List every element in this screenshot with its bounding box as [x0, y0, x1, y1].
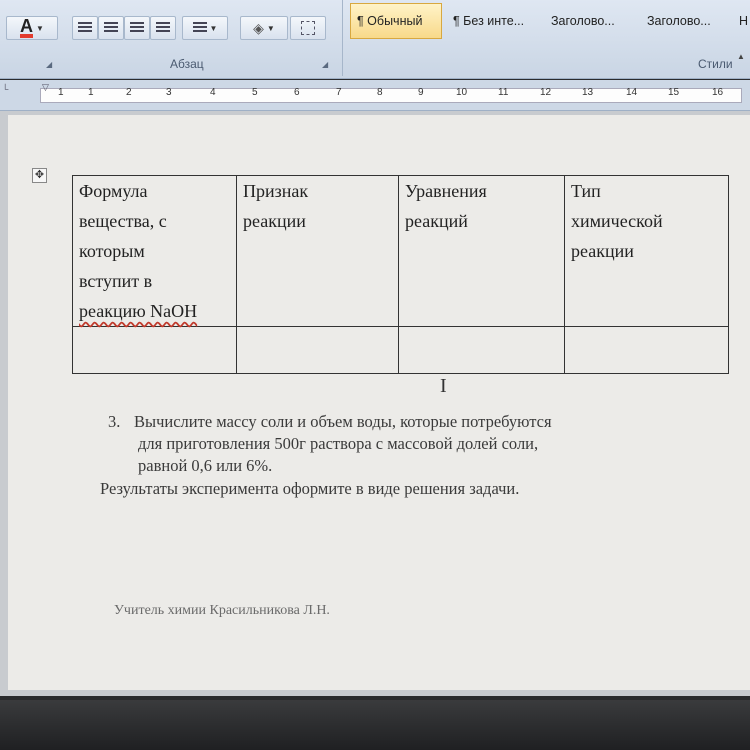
- borders-button[interactable]: [290, 16, 326, 40]
- ruler-number: 1: [88, 87, 94, 98]
- align-left-button[interactable]: [72, 16, 98, 40]
- ruler-number: 13: [582, 87, 594, 98]
- ribbon-separator: [342, 0, 343, 76]
- table-row: [73, 327, 729, 374]
- paint-bucket-icon: ◈: [253, 19, 264, 36]
- table-cell[interactable]: [565, 327, 729, 374]
- align-left-icon: [78, 22, 92, 34]
- align-center-icon: [104, 22, 118, 34]
- ruler-number: 16: [712, 87, 724, 98]
- line-spacing-icon: [193, 22, 207, 34]
- text-cursor-icon: I: [440, 375, 447, 397]
- task-line: для приготовления 500г раствора с массовой долей соли,: [138, 434, 539, 453]
- header-line: реакцию NaOH: [79, 301, 198, 321]
- table-cell[interactable]: [73, 327, 237, 374]
- style-title[interactable]: Н: [739, 14, 749, 28]
- header-line: которым: [79, 241, 145, 261]
- ruler-number: 10: [456, 87, 468, 98]
- monitor-bezel: [0, 700, 750, 750]
- document-area[interactable]: [0, 111, 750, 696]
- chevron-down-icon: ▼: [36, 23, 44, 33]
- table-header-row: [73, 176, 729, 327]
- ruler-number: 15: [668, 87, 680, 98]
- table-cell[interactable]: [565, 176, 729, 327]
- paragraph-dialog-launcher-icon[interactable]: ◢: [322, 60, 329, 69]
- ruler-number: 7: [336, 87, 342, 98]
- ruler-number: 8: [377, 87, 383, 98]
- task-text: Вычислите массу соли и объем воды, которые потребуются: [134, 412, 552, 431]
- task-number: 3.: [108, 412, 121, 431]
- line-spacing-button[interactable]: [182, 16, 228, 40]
- indent-marker-icon[interactable]: ▽: [42, 82, 49, 92]
- table-cell[interactable]: [399, 327, 565, 374]
- ruler-number: 3: [166, 87, 172, 98]
- align-center-button[interactable]: [98, 16, 124, 40]
- table-move-handle-icon[interactable]: ✥: [32, 168, 47, 183]
- task-line: [108, 411, 728, 433]
- ruler-number: 2: [126, 87, 132, 98]
- ribbon: [0, 0, 750, 79]
- chevron-down-icon: ▼: [266, 23, 275, 33]
- ruler-number: 4: [210, 87, 216, 98]
- teacher-signature[interactable]: Учитель химии Красильникова Л.Н.: [114, 603, 330, 618]
- ruler-number: 5: [252, 87, 258, 98]
- justify-button[interactable]: [150, 16, 176, 40]
- header-line: Уравнения: [405, 181, 487, 201]
- style-heading-1[interactable]: Заголово...: [551, 14, 615, 28]
- document-page[interactable]: [8, 115, 750, 690]
- style-normal[interactable]: ¶ Обычный: [350, 3, 442, 39]
- chevron-down-icon: ▼: [209, 23, 218, 33]
- styles-scroll-icon[interactable]: ▲: [737, 52, 745, 61]
- header-line: химической: [571, 211, 663, 231]
- header-line: реакции: [243, 211, 306, 231]
- reactions-table[interactable]: [72, 175, 729, 374]
- task-line: равной 0,6 или 6%.: [138, 456, 273, 475]
- tab-selector-icon[interactable]: └: [2, 84, 9, 94]
- header-line: реакции: [571, 241, 634, 261]
- ruler-number: 14: [626, 87, 638, 98]
- table-cell[interactable]: [73, 176, 237, 327]
- header-line: Формула: [79, 181, 148, 201]
- ruler-number: 9: [418, 87, 424, 98]
- font-color-icon: A: [20, 16, 34, 36]
- style-heading-2[interactable]: Заголово...: [647, 14, 711, 28]
- shading-button[interactable]: [240, 16, 288, 40]
- ruler-number: 11: [498, 87, 509, 98]
- borders-icon: [301, 21, 315, 35]
- ruler-number: 6: [294, 87, 300, 98]
- table-cell[interactable]: [399, 176, 565, 327]
- justify-icon: [156, 22, 170, 34]
- style-no-spacing[interactable]: ¶ Без инте...: [453, 14, 525, 28]
- styles-group-label: Стили: [698, 57, 733, 71]
- ruler-number: 1: [58, 87, 64, 98]
- header-line: вступит в: [79, 271, 153, 291]
- ruler-number: 12: [540, 87, 552, 98]
- result-instruction[interactable]: Результаты эксперимента оформите в виде решения задачи.: [100, 479, 520, 498]
- font-dialog-launcher-icon[interactable]: ◢: [46, 60, 53, 69]
- header-line: реакций: [405, 211, 468, 231]
- header-line: вещества, с: [79, 211, 167, 231]
- font-color-button[interactable]: [6, 16, 58, 40]
- table-cell[interactable]: [237, 327, 399, 374]
- task-3[interactable]: [108, 411, 728, 477]
- table-cell[interactable]: [237, 176, 399, 327]
- header-line: Признак: [243, 181, 309, 201]
- horizontal-ruler[interactable]: [0, 80, 750, 111]
- align-right-button[interactable]: [124, 16, 150, 40]
- align-right-icon: [130, 22, 144, 34]
- header-line: Тип: [571, 181, 601, 201]
- paragraph-group-label: Абзац: [170, 57, 204, 71]
